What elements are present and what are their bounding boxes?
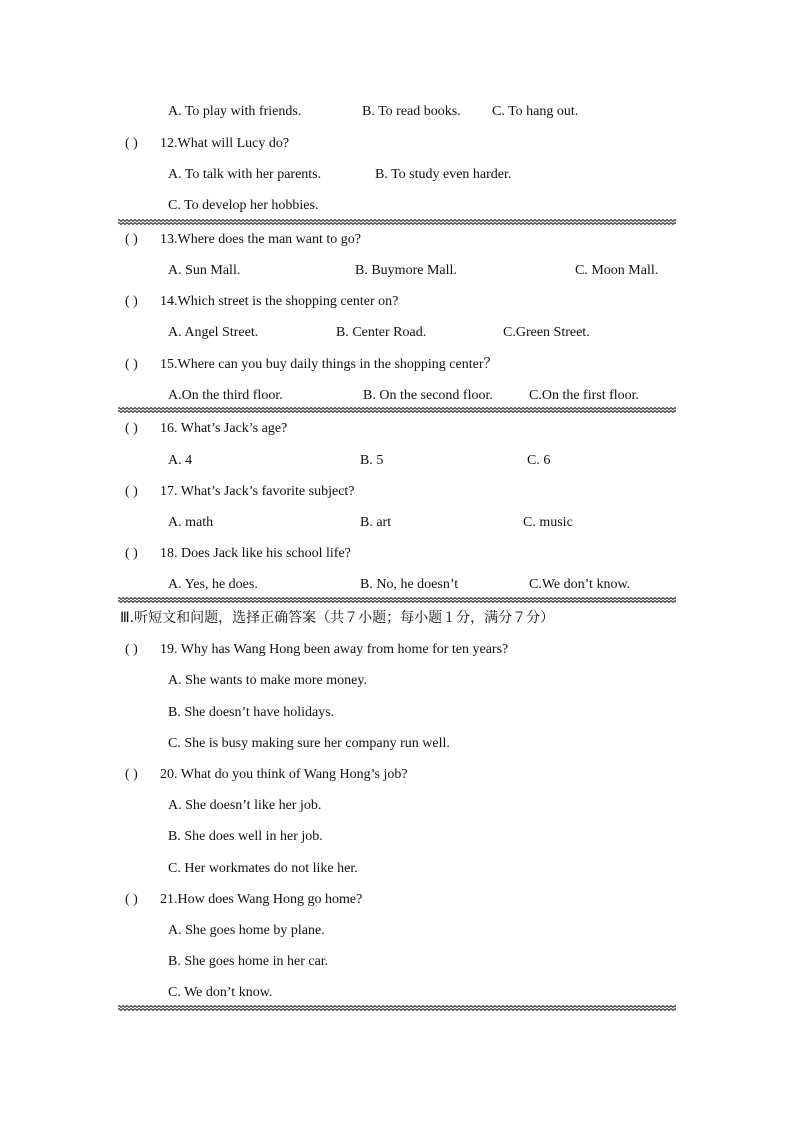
q16-option-c: C. 6 (527, 453, 551, 468)
q14-option-b: B. Center Road. (336, 325, 427, 340)
q12-stem: 12.What will Lucy do? (160, 136, 290, 151)
answer-blank[interactable]: ( ) (125, 767, 138, 782)
q18-option-a: A. Yes, he does. (168, 577, 258, 592)
answer-blank[interactable]: ( ) (125, 421, 138, 436)
q21-option-a: A. She goes home by plane. (168, 923, 325, 938)
q17-stem: 17. What’s Jack’s favorite subject? (160, 484, 355, 499)
q21-option-c: C. We don’t know. (168, 985, 273, 1000)
q20-option-b: B. She does well in her job. (168, 829, 323, 844)
q12-option-c: C. To develop her hobbies. (168, 198, 319, 213)
q18-option-c: C.We don’t know. (529, 577, 631, 592)
q19-option-a: A. She wants to make more money. (168, 673, 367, 688)
wavy-divider (118, 406, 676, 414)
q16-stem: 16. What’s Jack’s age? (160, 421, 288, 436)
q20-option-a: A. She doesn’t like her job. (168, 798, 322, 813)
q16-option-a: A. 4 (168, 453, 193, 468)
q13-option-a: A. Sun Mall. (168, 263, 241, 278)
q11-option-a: A. To play with friends. (168, 104, 302, 119)
q14-option-a: A. Angel Street. (168, 325, 259, 340)
q15-option-b: B. On the second floor. (363, 388, 493, 403)
q11-option-b: B. To read books. (362, 104, 461, 119)
answer-blank[interactable]: ( ) (125, 294, 138, 309)
q17-option-a: A. math (168, 515, 214, 530)
q19-stem: 19. Why has Wang Hong been away from home for ten years? (160, 642, 509, 657)
q20-option-c: C. Her workmates do not like her. (168, 861, 358, 876)
section-heading: Ⅲ.听短文和问题，选择正确答案（共７小题；每小题１分，满分７分） (120, 610, 555, 626)
answer-blank[interactable]: ( ) (125, 546, 138, 561)
q21-option-b: B. She goes home in her car. (168, 954, 329, 969)
q12-option-b: B. To study even harder. (375, 167, 512, 182)
q11-option-c: C. To hang out. (492, 104, 579, 119)
q19-option-c: C. She is busy making sure her company run well. (168, 736, 450, 751)
wavy-divider (118, 1004, 676, 1012)
answer-blank[interactable]: ( ) (125, 136, 138, 151)
q18-stem: 18. Does Jack like his school life? (160, 546, 351, 561)
q14-stem: 14.Which street is the shopping center on? (160, 294, 399, 309)
q15-stem: 15.Where can you buy daily things in the shopping center？ (160, 357, 498, 372)
q19-option-b: B. She doesn’t have holidays. (168, 705, 335, 720)
answer-blank[interactable]: ( ) (125, 232, 138, 247)
q21-stem: 21.How does Wang Hong go home? (160, 892, 363, 907)
q17-option-c: C. music (523, 515, 573, 530)
q18-option-b: B. No, he doesn’t (360, 577, 459, 592)
wavy-divider (118, 218, 676, 226)
q15-option-a: A.On the third floor. (168, 388, 283, 403)
q17-option-b: B. art (360, 515, 392, 530)
answer-blank[interactable]: ( ) (125, 484, 138, 499)
answer-blank[interactable]: ( ) (125, 892, 138, 907)
q15-option-c: C.On the first floor. (529, 388, 640, 403)
q14-option-c: C.Green Street. (503, 325, 590, 340)
answer-blank[interactable]: ( ) (125, 357, 138, 372)
q13-option-b: B. Buymore Mall. (355, 263, 457, 278)
q13-option-c: C. Moon Mall. (575, 263, 659, 278)
answer-blank[interactable]: ( ) (125, 642, 138, 657)
q20-stem: 20. What do you think of Wang Hong’s job? (160, 767, 408, 782)
q16-option-b: B. 5 (360, 453, 384, 468)
wavy-divider (118, 596, 676, 604)
q12-option-a: A. To talk with her parents. (168, 167, 322, 182)
q13-stem: 13.Where does the man want to go? (160, 232, 361, 247)
